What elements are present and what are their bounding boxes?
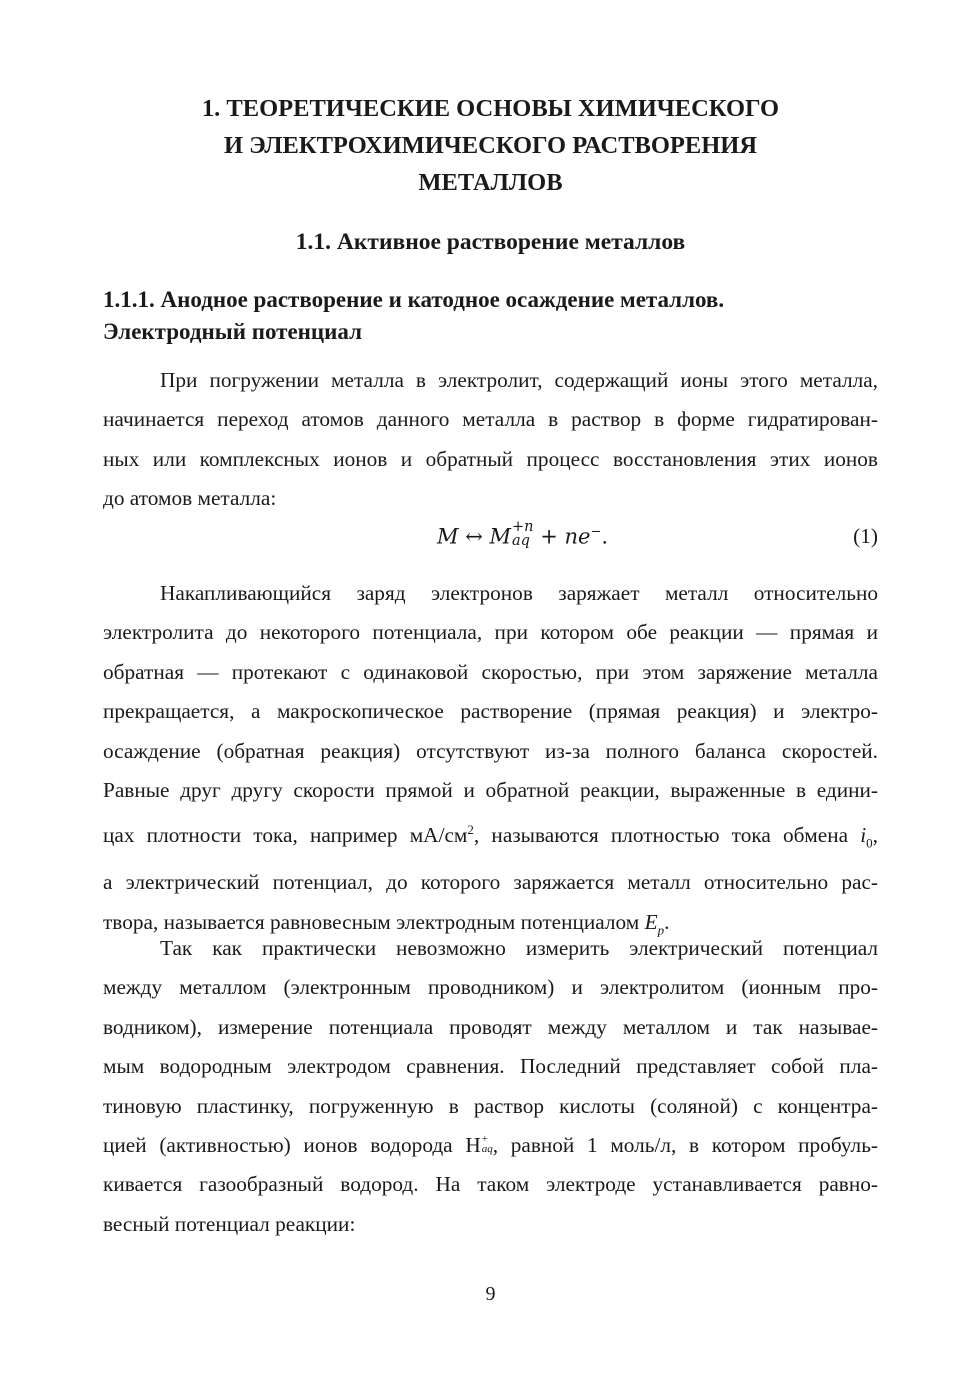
chapter-title-line: 1. ТЕОРЕТИЧЕСКИЕ ОСНОВЫ ХИМИЧЕСКОГО	[201, 95, 780, 122]
text-line: ных или комплексных ионов и обратный процесс восстановления этих ионов	[103, 446, 878, 471]
text-fragment: , равной 1 моль/л, в котором пробуль-	[492, 1133, 878, 1158]
page-number: 9	[485, 1283, 496, 1305]
text-line: Так как практически невозможно измерить электрический потенциал	[160, 936, 878, 960]
text-fragment: твора, называется равновесным электродным потенциалом	[103, 909, 645, 934]
eq-metal-ion: M	[489, 524, 512, 549]
equation-1	[103, 519, 878, 568]
eq-electron-charge: −	[590, 524, 602, 540]
eq-arrow: ↔	[465, 524, 483, 549]
exchange-current-symbol: i	[860, 823, 867, 848]
text-line: весный потенциал реакции:	[103, 1211, 356, 1236]
subsection-title-line: 1.1.1. Анодное растворение и катодное осаждение металлов.	[103, 287, 725, 312]
subsection-title-line: Электродный потенциал	[103, 319, 363, 344]
unit-superscript: 2	[467, 822, 474, 838]
eq-subscript: aq	[512, 533, 530, 549]
text-line: до атомов металла:	[103, 486, 277, 511]
text-fragment: , называются плотностью тока обмена	[473, 823, 861, 848]
hydrogen-symbol: H	[465, 1133, 481, 1158]
text-line: Равные друг другу скорости прямой и обратной реакции, выраженные в едини-	[103, 778, 878, 803]
text-line: прекращается, а макроскопическое растворение (прямая реакция) и электро-	[103, 699, 878, 724]
chapter-title-line: И ЭЛЕКТРОХИМИЧЕСКОГО РАСТВОРЕНИЯ	[223, 132, 758, 159]
paragraph-1	[103, 361, 878, 519]
subsection-title	[103, 284, 878, 348]
text-line: осаждение (обратная реакция) отсутствуют из-за полного баланса скоростей.	[103, 738, 878, 763]
text-line: водником), измерение потенциала проводят между металлом и так называе-	[103, 1014, 878, 1039]
eq-electron-term: + ne	[540, 524, 591, 549]
hydrogen-superscript: +	[481, 1133, 488, 1146]
text-line: начинается переход атомов данного металла в раствор в форме гидратирован-	[103, 407, 878, 432]
text-line: а электрический потенциал, до которого заряжается металл относительно рас-	[103, 870, 878, 895]
chapter-title-line: МЕТАЛЛОВ	[418, 169, 563, 196]
equation-body	[437, 519, 609, 552]
eq-supsub	[512, 520, 534, 548]
eq-metal: M	[437, 524, 459, 549]
chapter-title	[103, 90, 878, 201]
text-line: Накапливающийся заряд электронов заряжает металл относительно	[160, 581, 878, 605]
text-fragment: цах плотности тока, например мА/см	[103, 823, 468, 848]
text-line: электролита до некоторого потенциала, при котором обе реакции — прямая и	[103, 620, 878, 645]
potential-subscript: p	[657, 921, 665, 937]
exchange-current-subscript: 0	[866, 835, 873, 851]
section-title: 1.1. Активное растворение металлов	[295, 229, 686, 255]
paragraph-3	[103, 929, 878, 1244]
text-fragment: цией (активностью) ионов водорода	[103, 1133, 466, 1158]
text-fragment: ,	[872, 823, 878, 848]
text-line: При погружении металла в электролит, содержащий ионы этого металла,	[160, 368, 878, 392]
text-line: тиновую пластинку, погруженную в раствор кислоты (соляной) с концентра-	[103, 1093, 878, 1118]
eq-end: .	[601, 524, 609, 549]
text-line: мым водородным электродом сравнения. Последний представляет собой пла-	[103, 1054, 878, 1079]
text-line	[103, 1126, 878, 1165]
potential-symbol: E	[644, 909, 658, 934]
text-line: между металлом (электронным проводником) и электролитом (ионным про-	[103, 975, 878, 1000]
hydrogen-supsub	[482, 1134, 493, 1154]
text-fragment: .	[664, 909, 670, 934]
paragraph-2	[103, 574, 878, 949]
text-line	[103, 810, 878, 863]
equation-number: (1)	[853, 524, 878, 548]
text-line: кивается газообразный водород. На таком электроде устанавливается равно-	[103, 1172, 878, 1197]
hydrogen-subscript: aq	[481, 1143, 493, 1156]
text-line: обратная — протекают с одинаковой скоростью, при этом заряжение металла	[103, 659, 878, 684]
eq-superscript: +n	[512, 519, 534, 535]
document-page	[103, 0, 878, 1386]
